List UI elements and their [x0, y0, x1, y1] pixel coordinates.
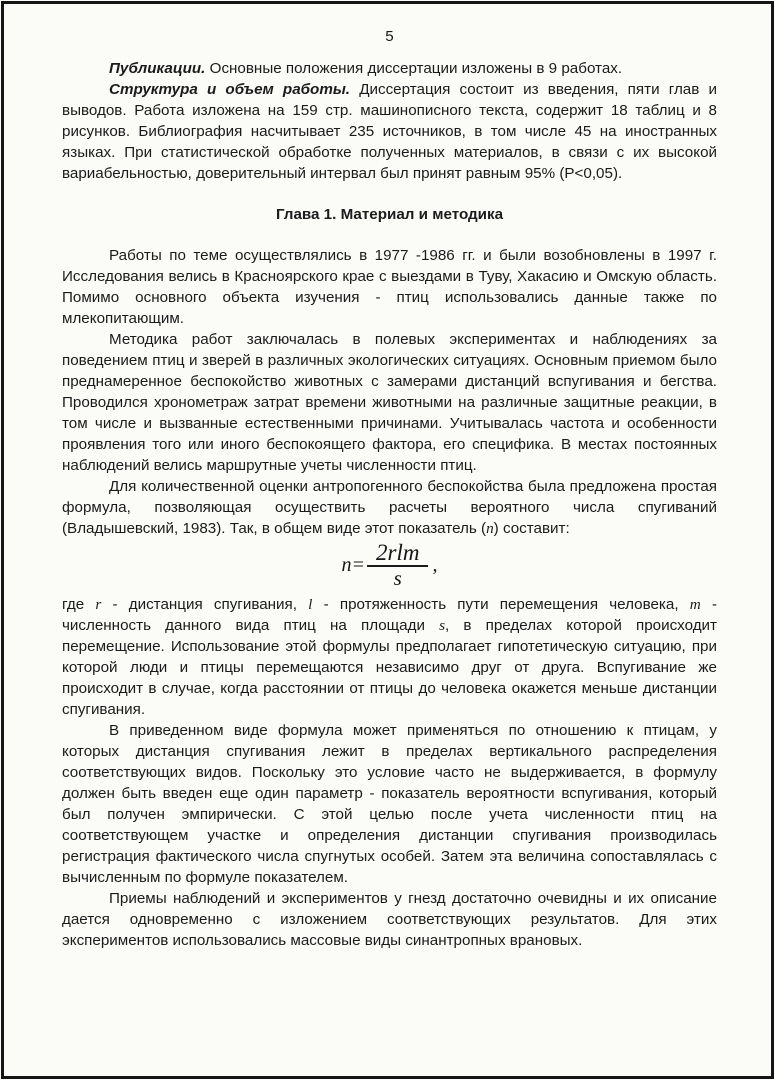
paragraph-lead: Структура и объем работы.: [109, 81, 351, 98]
page-content: [62, 26, 717, 951]
page-number: 5: [385, 28, 394, 45]
formula-fraction: [367, 542, 428, 589]
paragraph-text: Основные положения диссертации изложены в 9 работах.: [205, 60, 623, 77]
paragraph-publications: [62, 58, 717, 79]
paragraph-research-period: Работы по теме осуществлялись в 1977 -1986 гг. и были возобновлены в 1997 г. Исследования велись в Красноярского крае с выездами в Туву, Хакасию и Омскую область. Помимо основного объекта изучения - птиц использовались данные также по млекопитающим.: [62, 247, 717, 327]
paragraph-structure: [62, 79, 717, 184]
formula-numerator: 2rlm: [367, 542, 428, 567]
formula-lhs: n=: [341, 554, 366, 576]
paragraph-variables-definition: где r - дистанция спугивания, l - протяженность пути перемещения человека, m - численность данного вида птиц на площади s, в пределах которой происходит перемещение. Использование этой формулы предполагает гипотетическую ситуацию, при которой люди и птицы перемещаются независимо друг от друга. Вспугивание же происходит в случае, когда расстоянии от птицы до человека окажется меньше дистанции спугивания.: [62, 596, 717, 718]
formula-comma: ,: [432, 554, 438, 576]
chapter-heading: Глава 1. Материал и методика: [275, 206, 504, 223]
paragraph-nest-observations: Приемы наблюдений и экспериментов у гнезд достаточно очевидны и их описание дается одновременно с изложением соответствующих результатов. Для этих экспериментов использовались массовые виды синантропных врановых.: [62, 890, 717, 949]
paragraph-methodology: Методика работ заключалась в полевых экспериментах и наблюдениях за поведением птиц и зверей в различных экологических ситуациях. Основным приемом было преднамеренное беспокойство животных с замерами дистанций вспугивания и бегства. Проводился хронометраж затрат времени животными на различные защитные реакции, в том числе и вызванные естественными причинами. Учитывалась частота и особенности проявления того или иного беспокоящего фактора, его специфика. В местах постоянных наблюдений велись маршрутные учеты численности птиц.: [62, 331, 717, 474]
paragraph-formula-application: В приведенном виде формула может применяться по отношению к птицам, у которых дистанция спугивания лежит в пределах вертикального распределения соответствующих видов. Поскольку это условие часто не выдерживается, в формулу должен быть введен еще один параметр - показатель вероятности вспугивания, который был получен эмпирически. С этой целью после учета численности птиц на соответствующем участке и определения дистанции спугивания производилась регистрация фактического числа спугнутых особей. Затем эта величина сопоставлялась с вычисленным по формуле показателем.: [62, 722, 717, 886]
formula: [62, 542, 717, 589]
paragraph-text: Диссертация состоит из введения, пяти глав и выводов. Работа изложена на 159 стр. машинописного текста, содержит 18 таблиц и 8 рисунков. Библиография насчитывает 235 источников, в том числе 45 на иностранных языках. При статистической обработке полученных материалов, в связи с их высокой вариабельностью, доверительный интервал был принят равным 95% (Р<0,05).: [62, 81, 717, 182]
paragraph-formula-intro: Для количественной оценки антропогенного беспокойства была предложена простая формула, позволяющая осуществить расчеты вероятного числа спугиваний (Владышевский, 1983). Так, в общем виде этот показатель (n) составит:: [62, 478, 717, 537]
formula-denominator: s: [393, 566, 402, 590]
paragraph-lead: Публикации.: [109, 60, 206, 77]
